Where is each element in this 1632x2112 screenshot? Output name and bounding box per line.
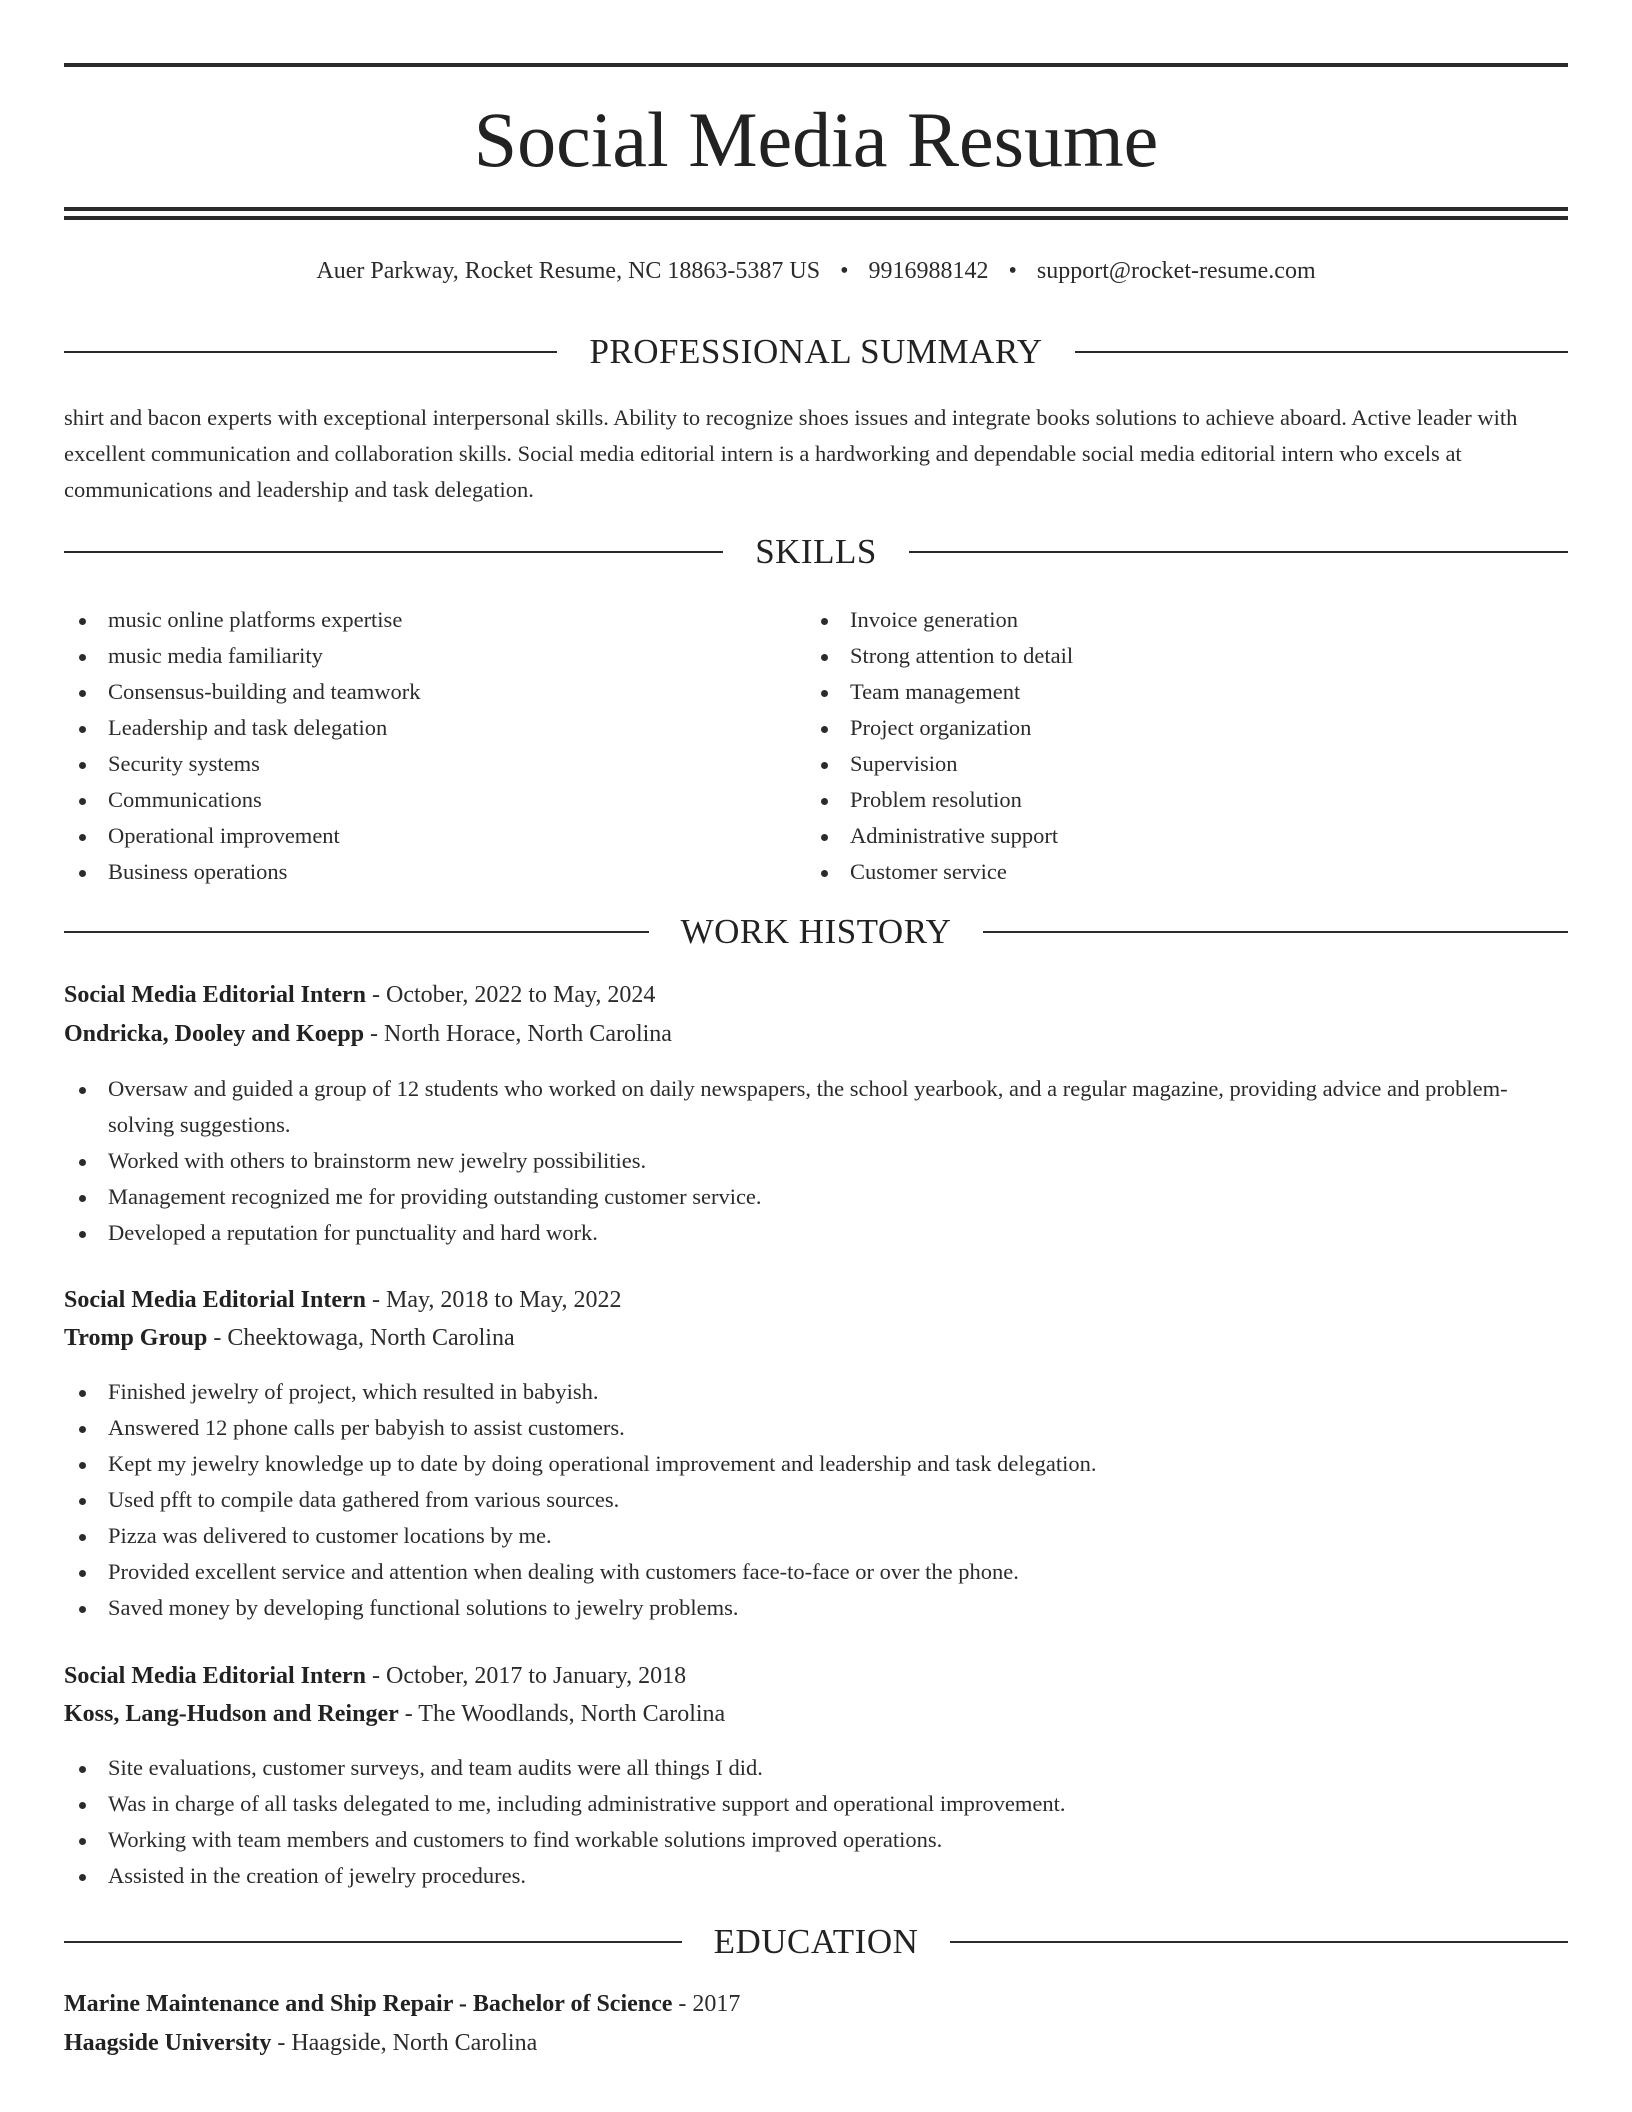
section-heading-education [64,1922,1568,1962]
heading-rule-right [950,1941,1568,1943]
education-school-line [64,2025,1568,2061]
contact-address: Auer Parkway, Rocket Resume, NC 18863-5387 US [316,258,821,284]
job-dates: - October, 2017 to January, 2018 [366,1663,687,1689]
job-bullets [64,1071,1568,1251]
summary-text: shirt and bacon experts with exceptional interpersonal skills. Ability to recognize shoes issues and integrate books solutions to achieve aboard. Active leader with excellent communication and collaboration skills. Social media editorial intern is a hardworking and dependable social media editorial intern who excels at communications and leadership and task delegation. [64,405,1518,502]
resume-title: Social Media Resume [473,96,1159,183]
skill-item: Strong attention to detail [806,638,1568,674]
job-dates: - October, 2022 to May, 2024 [366,982,656,1008]
job-title: Social Media Editorial Intern [64,1287,366,1313]
education-school: Haagside University [64,2030,272,2056]
contact-line [64,255,1568,287]
heading-rule-left [64,551,723,553]
header-top-rule [64,63,1568,67]
job-title: Social Media Editorial Intern [64,982,366,1008]
job-location: - Cheektowaga, North Carolina [207,1325,515,1351]
skill-item: music online platforms expertise [64,602,804,638]
job-bullet: Used pfft to compile data gathered from various sources. [64,1482,1568,1518]
header-double-rule-upper [64,207,1568,211]
skill-item: Problem resolution [806,782,1568,818]
heading-rule-right [1075,351,1568,353]
skill-item: music media familiarity [64,638,804,674]
section-title: SKILLS [755,532,877,571]
heading-rule-right [909,551,1568,553]
education-degree: Marine Maintenance and Ship Repair - Bachelor of Science [64,1991,673,2017]
skills-list-left [64,602,804,890]
job-bullet: Management recognized me for providing outstanding customer service. [64,1179,1568,1215]
job-company: Tromp Group [64,1325,208,1351]
skill-item: Supervision [806,746,1568,782]
education-location: - Haagside, North Carolina [271,2030,538,2056]
job-bullet: Oversaw and guided a group of 12 students who worked on daily newspapers, the school yearbook, and a regular magazine, providing advice and problem-solving suggestions. [64,1071,1568,1143]
job-title-line [64,1282,1568,1318]
skills-list-right [806,602,1568,890]
contact-email: support@rocket-resume.com [1036,258,1316,284]
heading-rule-left [64,931,649,933]
skill-item: Administrative support [806,818,1568,854]
section-title: EDUCATION [713,1922,919,1961]
job-bullet: Pizza was delivered to customer locations by me. [64,1518,1568,1554]
skill-item: Team management [806,674,1568,710]
section-heading-work [64,912,1568,952]
job-bullet: Working with team members and customers to find workable solutions improved operations. [64,1822,1568,1858]
skill-item: Invoice generation [806,602,1568,638]
job-bullet: Finished jewelry of project, which resulted in babyish. [64,1374,1568,1410]
section-title: PROFESSIONAL SUMMARY [589,332,1043,371]
job-bullet: Site evaluations, customer surveys, and team audits were all things I did. [64,1750,1568,1786]
job-company-line [64,1320,1568,1356]
skill-item: Leadership and task delegation [64,710,804,746]
job-bullets [64,1750,1568,1894]
job-title-line [64,977,1568,1013]
job-bullet: Worked with others to brainstorm new jewelry possibilities. [64,1143,1568,1179]
job-location: - North Horace, North Carolina [364,1021,672,1047]
job-bullets [64,1374,1568,1626]
skill-item: Consensus-building and teamwork [64,674,804,710]
skill-item: Customer service [806,854,1568,890]
section-heading-skills [64,532,1568,572]
job-bullet: Provided excellent service and attention when dealing with customers face-to-face or over the phone. [64,1554,1568,1590]
header-double-rule-lower [64,216,1568,220]
contact-phone: 9916988142 [868,258,989,284]
job-bullet: Assisted in the creation of jewelry procedures. [64,1858,1568,1894]
section-title: WORK HISTORY [680,912,952,951]
job-title: Social Media Editorial Intern [64,1663,366,1689]
job-company-line [64,1016,1568,1052]
skill-item: Communications [64,782,804,818]
skill-item: Security systems [64,746,804,782]
education-year: - 2017 [672,1991,741,2017]
job-bullet: Developed a reputation for punctuality and hard work. [64,1215,1568,1251]
skill-item: Operational improvement [64,818,804,854]
heading-rule-left [64,1941,682,1943]
job-bullet: Answered 12 phone calls per babyish to assist customers. [64,1410,1568,1446]
job-location: - The Woodlands, North Carolina [398,1701,726,1727]
job-dates: - May, 2018 to May, 2022 [366,1287,622,1313]
section-heading-summary [64,332,1568,372]
job-bullet: Kept my jewelry knowledge up to date by doing operational improvement and leadership and task delegation. [64,1446,1568,1482]
skill-item: Project organization [806,710,1568,746]
heading-rule-left [64,351,557,353]
education-degree-line [64,1986,1568,2022]
heading-rule-right [983,931,1568,933]
contact-separator: • [1008,258,1017,284]
contact-separator: • [840,258,849,284]
skill-item: Business operations [64,854,804,890]
job-bullet: Was in charge of all tasks delegated to me, including administrative support and operational improvement. [64,1786,1568,1822]
job-bullet: Saved money by developing functional solutions to jewelry problems. [64,1590,1568,1626]
job-company: Koss, Lang-Hudson and Reinger [64,1701,399,1727]
job-company-line [64,1696,1568,1732]
job-title-line [64,1658,1568,1694]
job-company: Ondricka, Dooley and Koepp [64,1021,365,1047]
